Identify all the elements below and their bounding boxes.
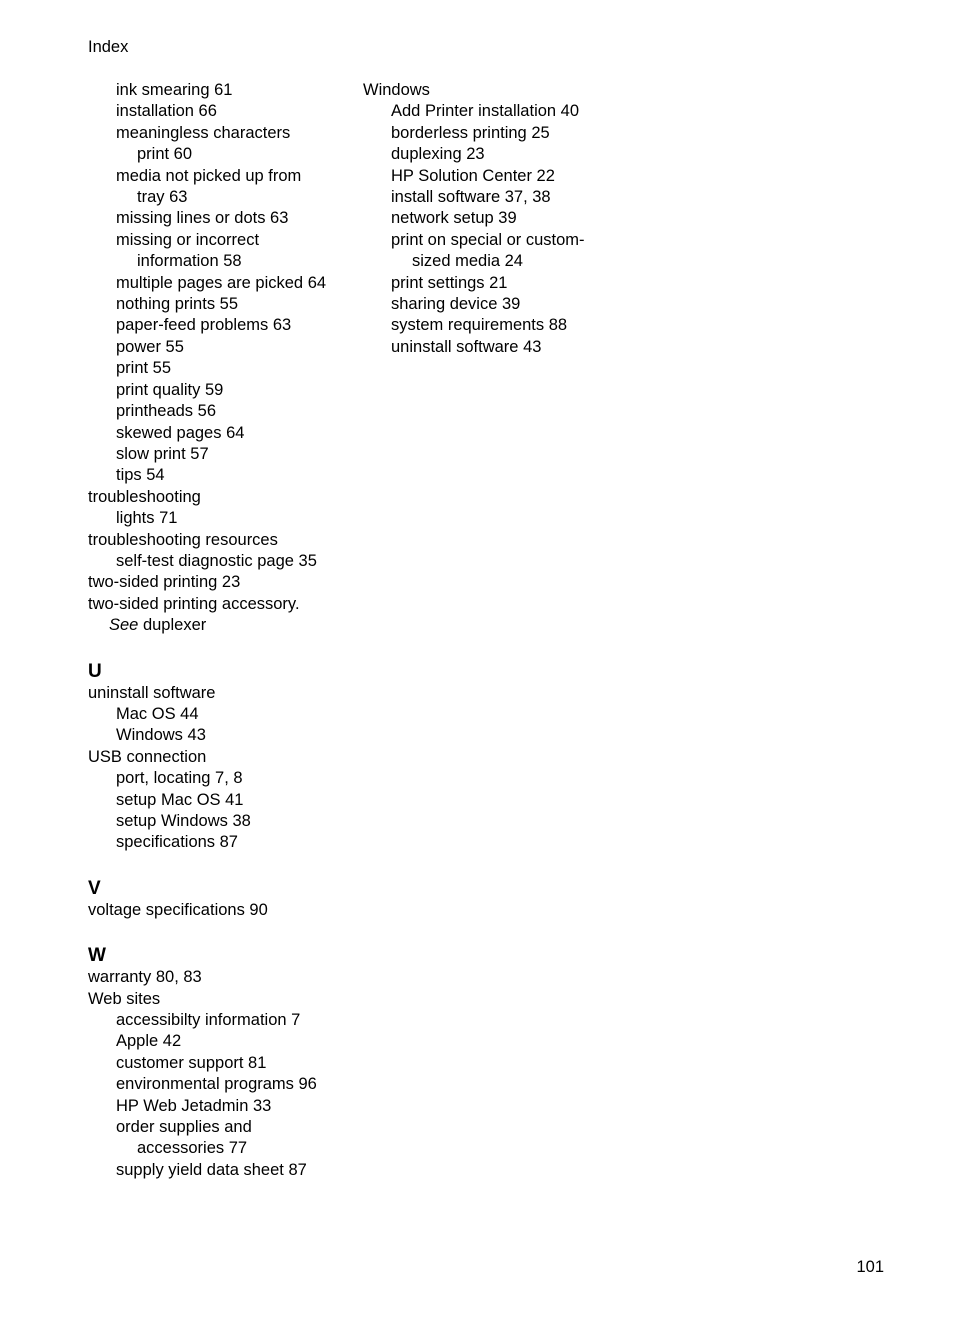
index-subentry: tips 54 xyxy=(116,466,165,485)
index-entry: uninstall software xyxy=(88,683,216,702)
index-entry: USB connection xyxy=(88,747,207,766)
index-subentry: Add Printer installation 40 xyxy=(391,102,580,121)
index-column-left xyxy=(88,80,358,1181)
index-subentry-continuation: print 60 xyxy=(137,145,193,164)
index-subentry: install software 37, 38 xyxy=(391,188,551,207)
index-subentry: printheads 56 xyxy=(116,402,216,421)
index-entry: two-sided printing 23 xyxy=(88,573,241,592)
index-subentry: nothing prints 55 xyxy=(116,295,239,314)
index-subentry: environmental programs 96 xyxy=(116,1075,317,1094)
index-subentry-continuation: information 58 xyxy=(137,252,242,271)
index-subentry: customer support 81 xyxy=(116,1053,267,1072)
index-subentry: system requirements 88 xyxy=(391,316,568,335)
index-subentry: setup Mac OS 41 xyxy=(116,790,244,809)
index-subentry: uninstall software 43 xyxy=(391,337,542,356)
see-target: duplexer xyxy=(138,616,207,635)
index-entry: voltage specifications 90 xyxy=(88,900,268,919)
index-subentry: sharing device 39 xyxy=(391,295,521,314)
index-entry: troubleshooting resources xyxy=(88,530,278,549)
index-subentry: borderless printing 25 xyxy=(391,123,550,142)
index-entry: Windows xyxy=(363,81,430,99)
index-subentry: print settings 21 xyxy=(391,273,508,292)
index-subentry: specifications 87 xyxy=(116,833,238,852)
index-subentry: HP Solution Center 22 xyxy=(391,166,555,185)
index-subentry: meaningless characters xyxy=(116,123,291,142)
index-subentry: missing lines or dots 63 xyxy=(116,209,289,228)
index-entry: two-sided printing accessory. xyxy=(88,594,300,613)
index-entry: troubleshooting xyxy=(88,487,201,506)
index-subentry-continuation: tray 63 xyxy=(137,188,188,207)
index-entry: warranty 80, 83 xyxy=(88,968,202,987)
section-letter-v: V xyxy=(88,877,101,899)
index-subentry: print quality 59 xyxy=(116,380,224,399)
running-header: Index xyxy=(88,38,129,56)
section-letter-w: W xyxy=(88,945,106,967)
see-word: See xyxy=(109,616,139,635)
index-subentry: network setup 39 xyxy=(391,209,517,228)
index-subentry: paper-feed problems 63 xyxy=(116,316,292,335)
index-subentry: Mac OS 44 xyxy=(116,704,199,723)
index-subentry: power 55 xyxy=(116,337,184,356)
index-subentry: Windows 43 xyxy=(116,726,206,745)
index-subentry: duplexing 23 xyxy=(391,145,485,164)
index-subentry: self-test diagnostic page 35 xyxy=(116,551,317,570)
index-subentry: slow print 57 xyxy=(116,444,209,463)
index-entry: Web sites xyxy=(88,989,161,1008)
section-letter-u: U xyxy=(88,660,102,682)
index-subentry: ink smearing 61 xyxy=(116,81,233,99)
index-subentry: port, locating 7, 8 xyxy=(116,769,243,788)
index-column-right xyxy=(363,80,633,358)
index-subentry: lights 71 xyxy=(116,509,178,528)
see-reference xyxy=(88,615,358,636)
index-subentry-continuation: sized media 24 xyxy=(412,252,523,271)
index-subentry: supply yield data sheet 87 xyxy=(116,1160,307,1179)
index-subentry: media not picked up from xyxy=(116,166,302,185)
index-subentry: multiple pages are picked 64 xyxy=(116,273,327,292)
index-subentry: accessibilty information 7 xyxy=(116,1011,301,1030)
index-subentry: print 55 xyxy=(116,359,172,378)
index-subentry: print on special or custom- xyxy=(391,230,585,249)
index-subentry: setup Windows 38 xyxy=(116,812,251,830)
index-subentry: installation 66 xyxy=(116,102,217,121)
index-subentry-continuation: accessories 77 xyxy=(137,1139,248,1158)
page-number: 101 xyxy=(856,1258,884,1276)
index-subentry: HP Web Jetadmin 33 xyxy=(116,1096,272,1115)
index-subentry: missing or incorrect xyxy=(116,230,260,249)
index-subentry: Apple 42 xyxy=(116,1032,182,1051)
index-subentry: order supplies and xyxy=(116,1118,252,1137)
index-subentry: skewed pages 64 xyxy=(116,423,245,442)
